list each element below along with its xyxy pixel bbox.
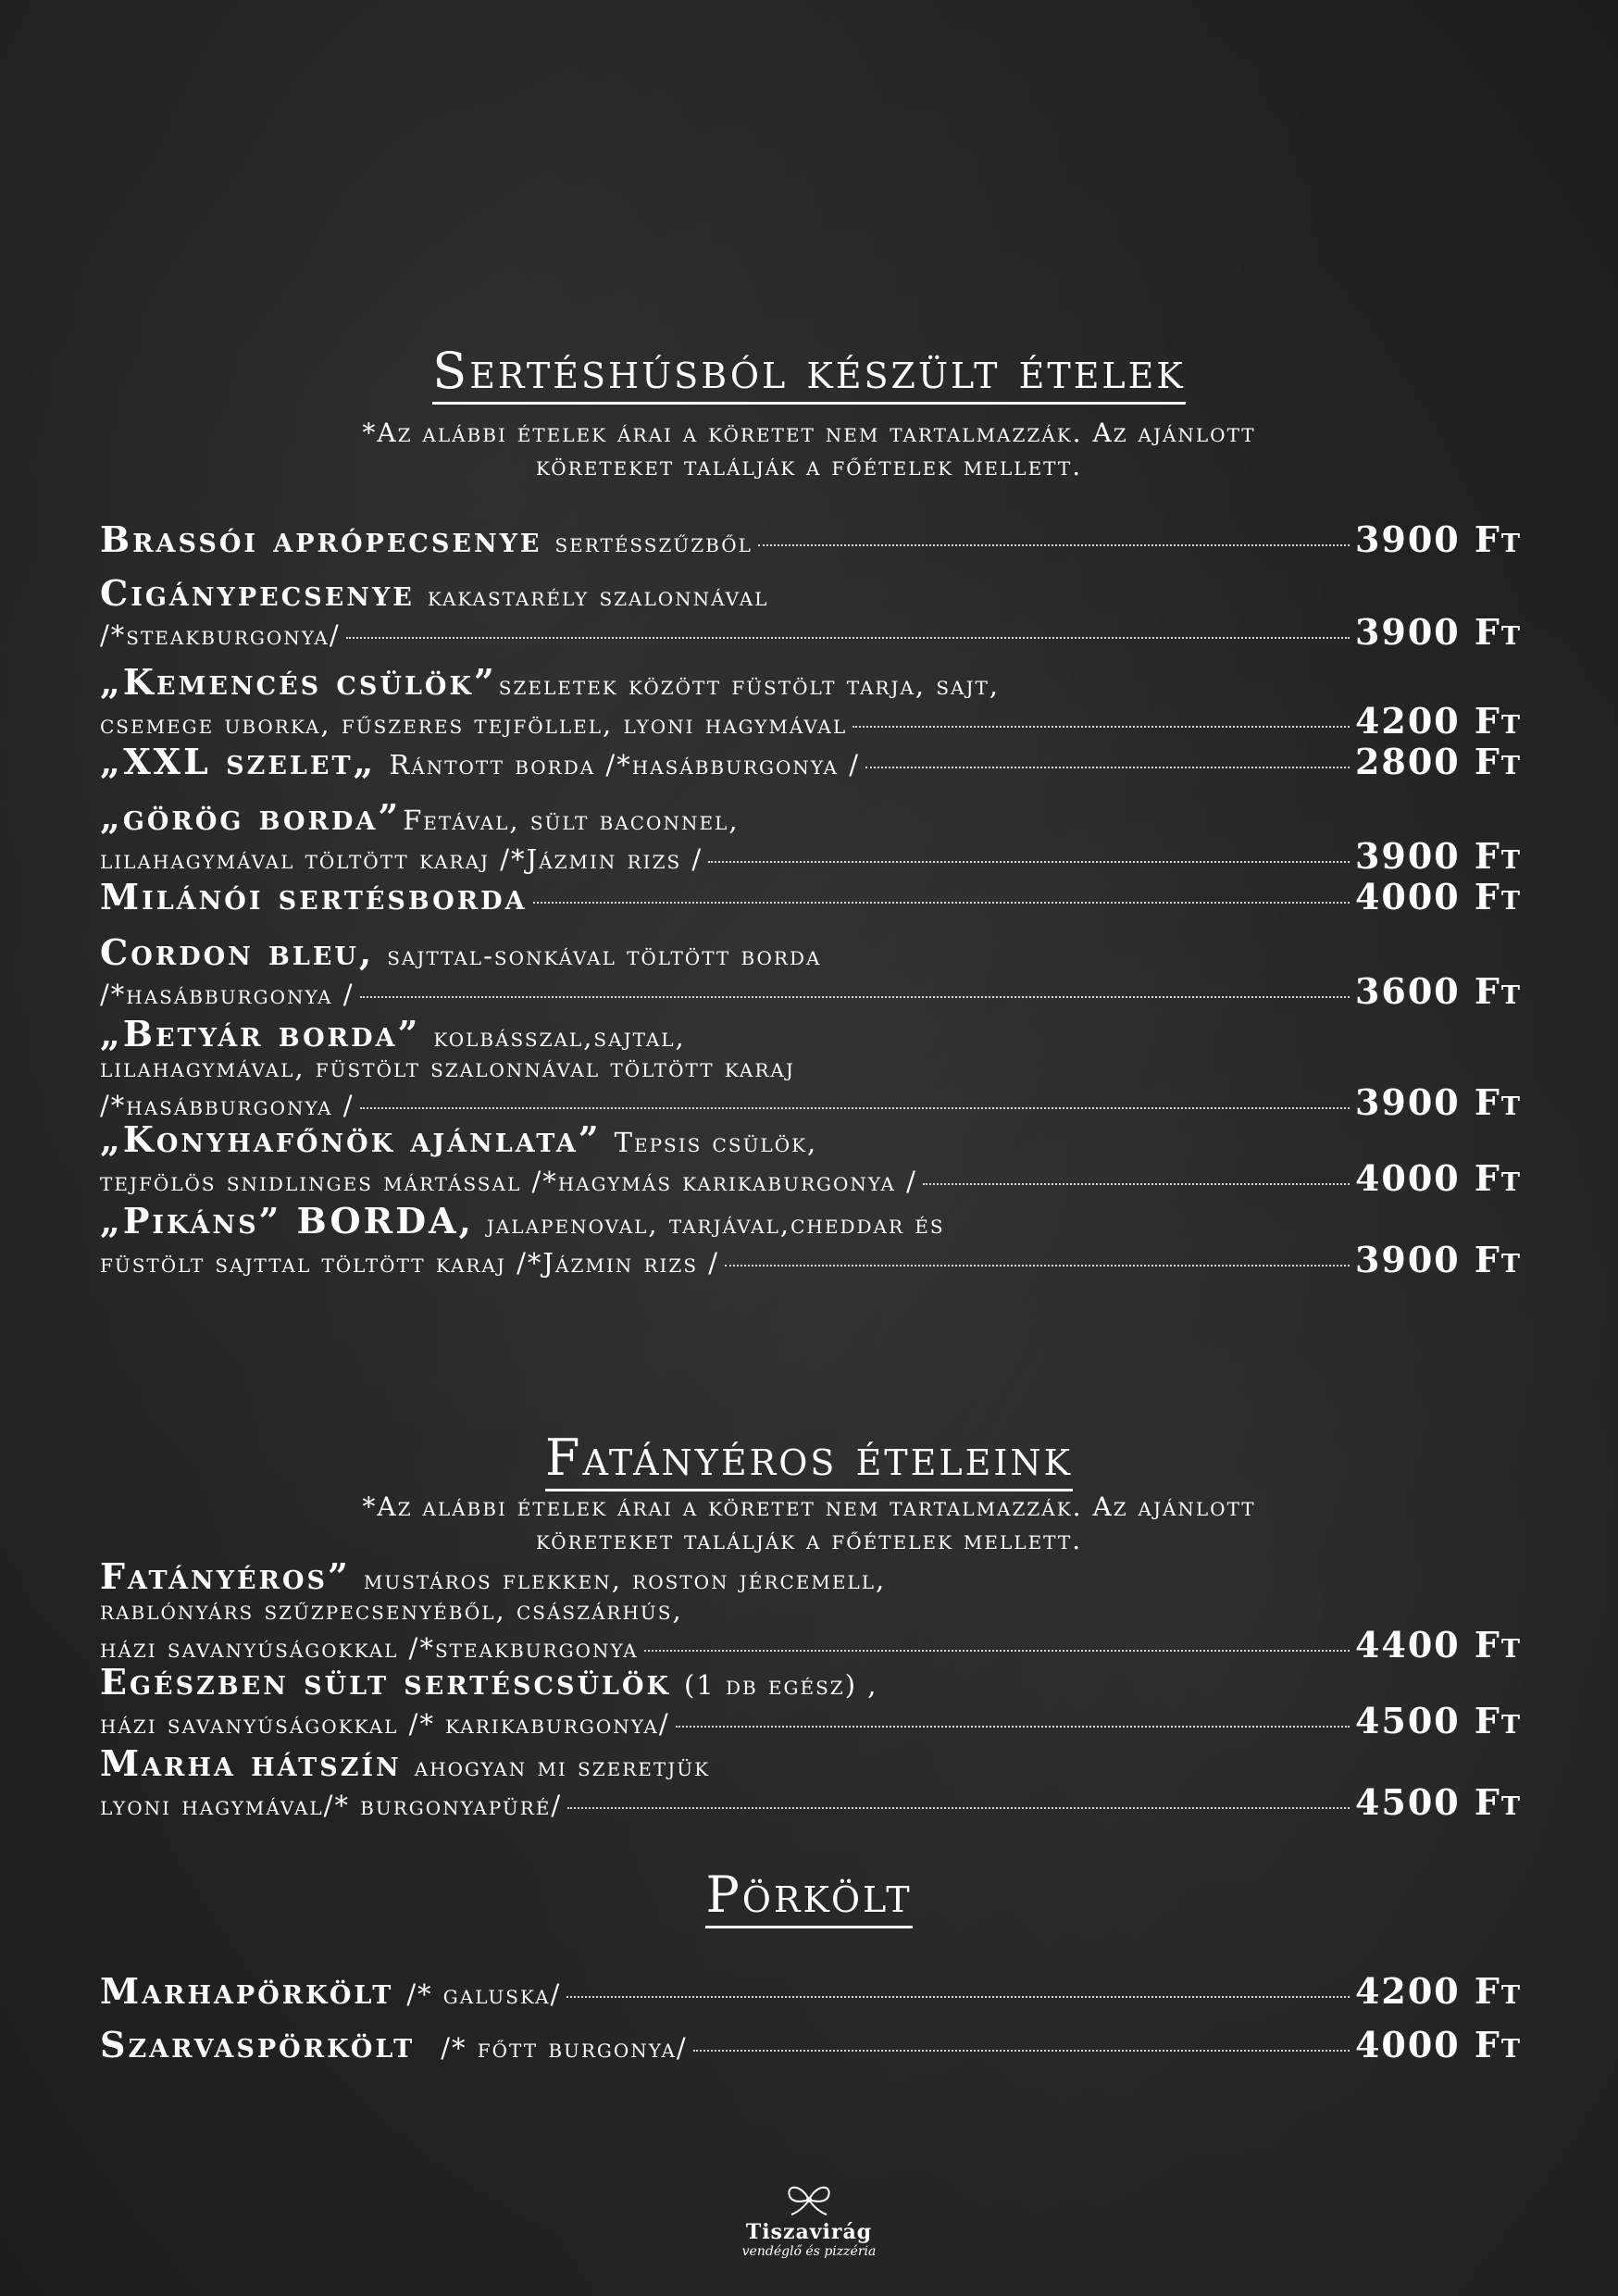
dot-leader: [566, 1996, 1350, 1998]
item-description: sertésszűzből: [554, 527, 753, 558]
item-name: Egészben sült sertéscsülök: [100, 1661, 671, 1703]
menu-item-betyar-borda: [100, 1015, 1522, 1121]
item-price: 4000 Ft: [1354, 2024, 1522, 2065]
note-line: köreteket találják a főételek mellett.: [535, 451, 1083, 482]
mayfly-flower-icon: [777, 2179, 841, 2218]
item-description: kakastarély szalonnával: [427, 580, 769, 612]
section-title-fatanyeros: Fatányéros ételeink: [0, 1433, 1618, 1483]
note-line: *Az alábbi ételek árai a köretet nem tartalmazzák. Az ajánlott: [362, 418, 1256, 448]
dot-leader: [533, 902, 1350, 904]
dot-leader: [708, 861, 1350, 863]
item-description: házi savanyúságokkal /* karikaburgonya/: [100, 1707, 670, 1740]
item-name: Marhapörkölt: [100, 1970, 394, 2012]
item-name: Cigánypecsenye: [100, 572, 415, 614]
dot-leader: [346, 637, 1350, 639]
item-name: Marha hátszín: [100, 1742, 402, 1784]
dot-leader: [360, 1107, 1350, 1109]
dot-leader: [644, 1650, 1350, 1652]
item-description: sajttal-sonkával töltött borda: [387, 940, 822, 971]
note-line: köreteket találják a főételek mellett.: [535, 1525, 1083, 1556]
menu-item-xxl-szelet: [100, 742, 1522, 781]
menu-item-ciganypecsenye: [100, 574, 1522, 652]
item-description: lilahagymával töltött karaj /*Jázmin rizs /: [100, 842, 703, 875]
item-price: 3900 Ft: [1354, 834, 1522, 877]
dot-leader: [865, 767, 1350, 768]
item-description: szeletek között füstölt tarja, sajt,: [498, 669, 1001, 701]
menu-item-fatanyeros: [100, 1557, 1522, 1664]
item-description: mustáros flekken, roston jércemell,: [363, 1564, 887, 1595]
logo-subtitle: vendéglő és pizzéria: [741, 2244, 877, 2259]
item-name: Cordon bleu,: [100, 931, 375, 973]
item-price: 3900 Ft: [1354, 610, 1522, 653]
item-name: „Konyhafőnök ajánlata”: [100, 1118, 602, 1160]
item-description: /*hasábburgonya /: [100, 1089, 355, 1121]
item-description: Fetával, sült baconnel,: [403, 805, 740, 836]
item-price: 4400 Ft: [1354, 1623, 1522, 1666]
item-description: füstölt sajttal töltött karaj /*Jázmin rizs /: [100, 1246, 720, 1279]
item-price: 3900 Ft: [1354, 1238, 1522, 1280]
dot-leader: [923, 1183, 1350, 1185]
item-description: kolbásszal,sajtal,: [433, 1021, 686, 1053]
menu-item-sertescsulok: [100, 1663, 1522, 1741]
logo-name: Tiszavirág: [745, 2220, 873, 2244]
item-name: Brassói aprópecsenye: [100, 518, 542, 560]
item-price: 3900 Ft: [1354, 518, 1522, 560]
item-price: 4500 Ft: [1354, 1780, 1522, 1823]
item-name: „Kemencés csülök”: [100, 661, 497, 703]
item-description: Rántott borda /*hasábburgonya /: [389, 749, 860, 780]
item-price: 2800 Ft: [1354, 741, 1522, 782]
item-description: /* főtt burgonya/: [441, 2032, 688, 2064]
item-price: 4000 Ft: [1354, 876, 1522, 917]
item-name: „Pikáns” BORDA,: [100, 1200, 474, 1242]
menu-item-pikans-borda: [100, 1202, 1522, 1279]
section-note-fatanyeros: [0, 1491, 1618, 1558]
menu-item-konyhafonok-ajanlata: [100, 1120, 1522, 1198]
dot-leader: [567, 1807, 1350, 1809]
item-name: Milánói sertésborda: [100, 876, 528, 917]
section-title-pork: Sertéshúsból készült ételek: [0, 346, 1618, 396]
item-price: 4500 Ft: [1354, 1699, 1522, 1741]
item-description: lyoni hagymával/* burgonyapüré/: [100, 1789, 563, 1821]
item-price: 4200 Ft: [1354, 1970, 1522, 2012]
item-name: „Betyár borda”: [100, 1013, 421, 1054]
item-description: /*steakburgonya/: [100, 618, 341, 651]
item-price: 3900 Ft: [1354, 1080, 1522, 1123]
dot-leader: [360, 996, 1350, 998]
item-description: rablónyárs szűzpecsenyéből, császárhús,: [100, 1593, 683, 1626]
note-line: *Az alábbi ételek árai a köretet nem tartalmazzák. Az ajánlott: [362, 1491, 1256, 1522]
dot-leader: [725, 1265, 1350, 1267]
item-description: /*hasábburgonya /: [100, 978, 355, 1010]
menu-item-marhaporkolt: [100, 1972, 1522, 2011]
menu-item-kemences-csulok: [100, 663, 1522, 741]
dot-leader: [693, 2050, 1350, 2052]
item-price: 3600 Ft: [1354, 969, 1522, 1012]
menu-item-szarvasporkolt: [100, 2026, 1522, 2065]
dot-leader: [676, 1726, 1350, 1728]
item-name: „görög borda”: [100, 796, 402, 838]
menu-item-cordon-bleu: [100, 933, 1522, 1011]
dot-leader: [758, 544, 1350, 546]
item-description: ahogyan mi szeretjük: [414, 1751, 711, 1782]
menu-item-gorog-borda: [100, 798, 1522, 876]
item-description: /* galuska/: [406, 1978, 562, 2010]
item-name: „XXL szelet„: [100, 741, 377, 782]
dot-leader: [853, 726, 1350, 728]
item-description: jalapenoval, tarjával,cheddar és: [486, 1208, 945, 1240]
section-note-pork: [0, 417, 1618, 484]
menu-item-milanoi: [100, 878, 1522, 917]
item-description: Tepsis csülök,: [614, 1127, 818, 1158]
item-description: tejfölös snidlinges mártással /*hagymás karikaburgonya /: [100, 1165, 917, 1197]
item-description: házi savanyúságokkal /*steakburgonya: [100, 1631, 639, 1664]
menu-item-brassoi: [100, 520, 1522, 559]
item-price: 4200 Ft: [1354, 699, 1522, 742]
item-description: (1 db egész) ,: [683, 1669, 878, 1701]
item-price: 4000 Ft: [1354, 1156, 1522, 1199]
item-description: lilahagymával, füstölt szalonnával töltött karaj: [100, 1051, 795, 1083]
item-name: Fatányéros”: [100, 1555, 351, 1597]
item-name: Szarvaspörkölt: [100, 2024, 416, 2065]
section-title-porkolt: Pörkölt: [0, 1870, 1618, 1920]
menu-item-marha-hatszin: [100, 1744, 1522, 1822]
item-description: csemege uborka, fűszeres tejföllel, lyoni hagymával: [100, 707, 848, 740]
restaurant-logo: [726, 2179, 892, 2259]
